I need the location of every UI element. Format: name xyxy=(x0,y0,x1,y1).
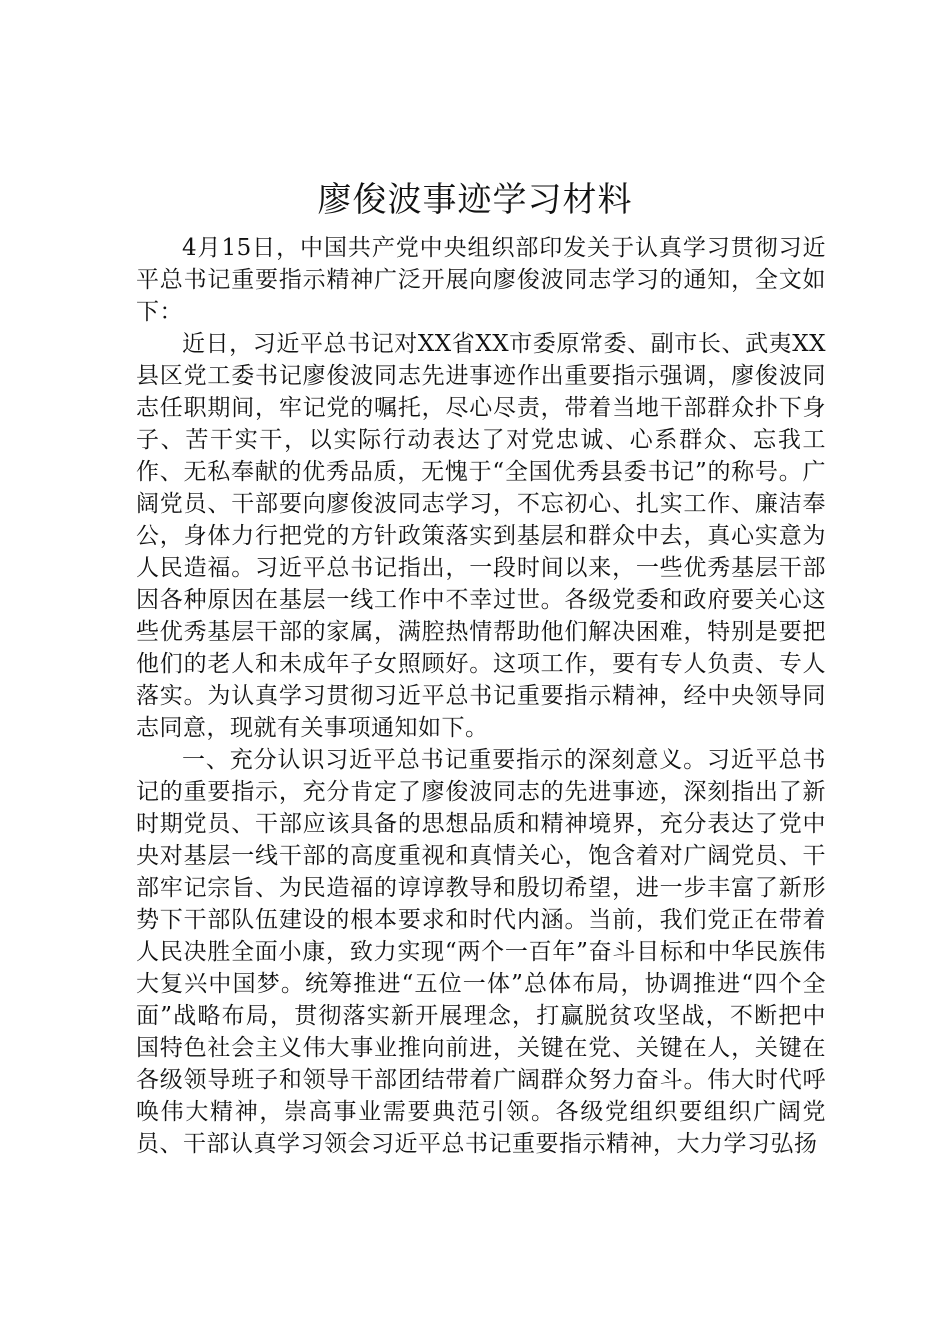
paragraph-section-one: 一、充分认识习近平总书记重要指示的深刻意义。习近平总书记的重要指示，充分肯定了廖俊波同志的先进事迹，深刻指出了新时期党员、干部应该具备的思想品质和精神境界，充分表达了党中央对基层一线干部的高度重视和真情关心，饱含着对广阔党员、干部牢记宗旨、为民造福的谆谆教导和殷切希望，进一步丰富了新形势下干部队伍建设的根本要求和时代内涵。当前，我们党正在带着人民决胜全面小康，致力实现“两个一百年”奋斗目标和中华民族伟大复兴中国梦。统筹推进“五位一体”总体布局，协调推进“四个全面”战略布局，贯彻落实新开展理念，打赢脱贫攻坚战，不断把中国特色社会主义伟大事业推向前进，关键在党、关键在人，关键在各级领导班子和领导干部团结带着广阔群众努力奋斗。伟大时代呼唤伟大精神，崇高事业需要典范引领。各级党组织要组织广阔党员、干部认真学习领会习近平总书记重要指示精神，大力学习弘扬 xyxy=(136,747,826,1157)
document-title: 廖俊波事迹学习材料 xyxy=(317,180,633,220)
document-body xyxy=(136,232,826,1160)
paragraph-instruction: 近日，习近平总书记对XX省XX市委原常委、副市长、武夷XX县区党工委书记廖俊波同志先进事迹作出重要指示强调，廖俊波同志任职期间，牢记党的嘱托，尽心尽责，带着当地干部群众扑下身子、苦干实干，以实际行动表达了对党忠诚、心系群众、忘我工作、无私奉献的优秀品质，无愧于“全国优秀县委书记”的称号。广阔党员、干部要向廖俊波同志学习，不忘初心、扎实工作、廉洁奉公，身体力行把党的方针政策落实到基层和群众中去，真心实意为人民造福。习近平总书记指出，一段时间以来，一些优秀基层干部因各种原因在基层一线工作中不幸过世。各级党委和政府要关心这些优秀基层干部的家属，满腔热情帮助他们解决困难，特别是要把他们的老人和未成年子女照顾好。这项工作，要有专人负责、专人落实。为认真学习贯彻习近平总书记重要指示精神，经中央领导同志同意，现就有关事项通知如下。 xyxy=(136,331,826,741)
paragraph-intro: 4月15日，中国共产党中央组织部印发关于认真学习贯彻习近平总书记重要指示精神广泛开展向廖俊波同志学习的通知，全文如下： xyxy=(136,235,826,325)
